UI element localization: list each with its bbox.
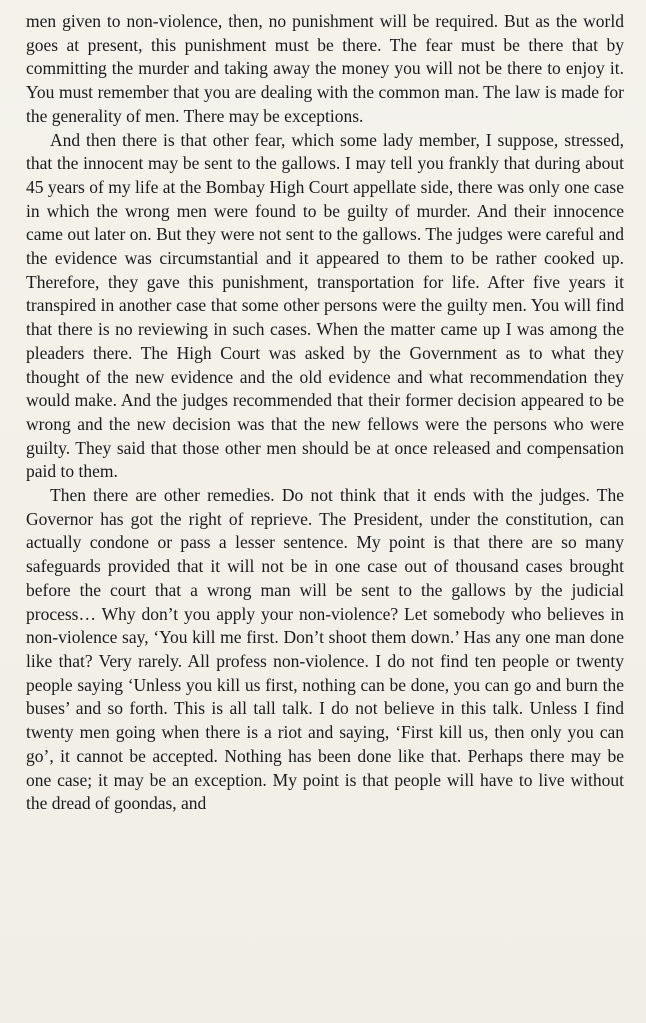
- paragraph-3: Then there are other remedies. Do not think that it ends with the judges. The Governor has got the right of reprieve. The President, under the constitution, can actually condone or pass a lesser sentence. My point is that there are so many safeguards provided that it will not be in one case out of thousand cases brought before the court that a wrong man will be sent to the gallows by the judicial process… Why don’t you apply your non-violence? Let somebody who believes in non-violence say, ‘You kill me first. Don’t shoot them down.’ Has any one man done like that? Very rarely. All profess non-violence. I do not find ten people or twenty people saying ‘Unless you kill us first, nothing can be done, you can go and burn the buses’ and so forth. This is all tall talk. I do not believe in this talk. Unless I find twenty men going when there is a riot and saying, ‘First kill us, then only you can go’, it cannot be accepted. Nothing has been done like that. Perhaps there may be one case; it may be an exception. My point is that people will have to live without the dread of goondas, and: [26, 485, 624, 814]
- paragraph-2: And then there is that other fear, which some lady member, I suppose, stressed, that the innocent may be sent to the gallows. I may tell you frankly that during about 45 years of my life at the Bombay High Court appellate side, there was only one case in which the wrong men were found to be guilty of murder. And their innocence came out later on. But they were not sent to the gallows. The judges were careful and the evidence was circumstantial and it appeared to them to be rather cooked up. Therefore, they gave this punishment, transportation for life. After five years it transpired in another case that some other persons were the guilty men. You will find that there is no reviewing in such cases. When the matter came up I was among the pleaders there. The High Court was asked by the Government as to what they thought of the new evidence and the old evidence and what recommendation they would make. And the judges recommended that their former decision appeared to be wrong and the new decision was that the new fellows were the persons who were guilty. They said that those other men should be at once released and compensation paid to them.: [26, 129, 624, 482]
- paragraph-1: men given to non-violence, then, no punishment will be required. But as the world goes at present, this punishment must be there. The fear must be there that by committing the murder and taking away the money you will not be there to enjoy it. You must remember that you are dealing with the common man. The law is made for the generality of men. There may be exceptions.: [26, 11, 624, 126]
